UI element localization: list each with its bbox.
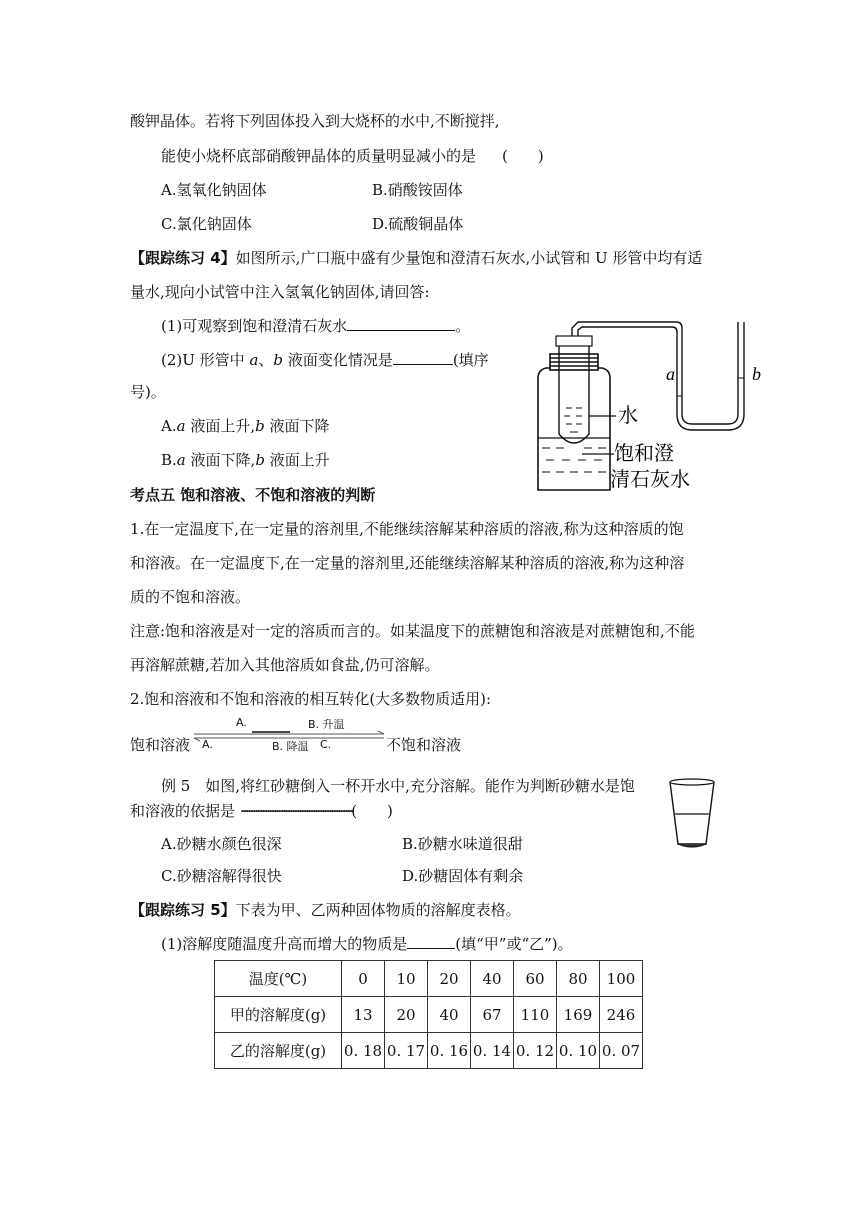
table-row bbox=[215, 961, 643, 997]
glass-figure bbox=[668, 778, 716, 850]
conversion-label: B. 升温 bbox=[308, 718, 345, 731]
practice-5-question: (1)溶解度随温度升高而增大的物质是 (填“甲”或“乙”)。 bbox=[161, 935, 573, 953]
table-cell: 60 bbox=[514, 961, 557, 997]
table-cell: 甲的溶解度(g) bbox=[215, 997, 342, 1033]
conversion-label: A. bbox=[236, 716, 247, 729]
option-d: D.硫酸铜晶体 bbox=[372, 215, 464, 233]
table-cell: 温度(℃) bbox=[215, 961, 342, 997]
option-a: A.氢氧化钠固体 bbox=[161, 181, 267, 199]
question-2-cont: 号)。 bbox=[130, 383, 166, 401]
answer-blank bbox=[347, 315, 455, 331]
label-limewater-1: 饱和澄 bbox=[614, 441, 674, 465]
paragraph-line: 和溶液。在一定温度下,在一定量的溶剂里,还能继续溶解某种溶质的溶液,称为这种溶 bbox=[130, 554, 685, 572]
table-row bbox=[215, 1033, 643, 1069]
option-c: C.氯化钠固体 bbox=[161, 215, 252, 233]
label-limewater-2: 清石灰水 bbox=[610, 467, 690, 491]
table-cell: 67 bbox=[471, 997, 514, 1033]
table-cell: 246 bbox=[600, 997, 643, 1033]
table-cell: 10 bbox=[385, 961, 428, 997]
option-c: C.砂糖溶解得很快 bbox=[161, 867, 282, 885]
label-a: a bbox=[666, 364, 675, 384]
answer-blank bbox=[407, 933, 455, 949]
paragraph-line: 1.在一定温度下,在一定量的溶剂里,不能继续溶解某种溶质的溶液,称为这种溶质的饱 bbox=[130, 520, 684, 538]
note-line: 注意:饱和溶液是对一定的溶质而言的。如某温度下的蔗糖饱和溶液是对蔗糖饱和,不能 bbox=[130, 622, 695, 640]
example-line: 和溶液的依据是 ·······························································( ) bbox=[130, 802, 393, 820]
practice-4-line2: 量水,现向小试管中注入氢氧化钠固体,请回答: bbox=[130, 283, 430, 301]
example-line: 例 5 如图,将红砂糖倒入一杯开水中,充分溶解。能作为判断砂糖水是饱 bbox=[161, 777, 635, 795]
table-cell: 0 bbox=[342, 961, 385, 997]
question-1: (1)可观察到饱和澄清石灰水 。 bbox=[161, 317, 471, 335]
label-water: 水 bbox=[618, 403, 638, 427]
option-b: B.a 液面下降,b 液面上升 bbox=[161, 451, 330, 469]
table-cell: 乙的溶解度(g) bbox=[215, 1033, 342, 1069]
question-line: 能使小烧杯底部硝酸钾晶体的质量明显减小的是 ( ) bbox=[161, 147, 544, 165]
table-cell: 80 bbox=[557, 961, 600, 997]
option-d: D.砂糖固体有剩余 bbox=[402, 867, 524, 885]
table-cell: 0. 17 bbox=[385, 1033, 428, 1069]
u-tube bbox=[572, 322, 738, 424]
table-cell: 20 bbox=[428, 961, 471, 997]
table-cell: 110 bbox=[514, 997, 557, 1033]
table-row bbox=[215, 997, 643, 1033]
table-cell: 13 bbox=[342, 997, 385, 1033]
text-line: 酸钾晶体。若将下列固体投入到大烧杯的水中,不断搅拌, bbox=[130, 112, 500, 130]
conversion-label: A. bbox=[202, 738, 213, 751]
note-line: 再溶解蔗糖,若加入其他溶质如食盐,仍可溶解。 bbox=[130, 656, 440, 674]
table-cell: 0. 16 bbox=[428, 1033, 471, 1069]
answer-blank bbox=[393, 349, 453, 365]
option-a: A.a 液面上升,b 液面下降 bbox=[161, 417, 330, 435]
conversion-left: 饱和溶液 bbox=[130, 736, 191, 754]
section-title: 考点五 饱和溶液、不饱和溶液的判断 bbox=[130, 486, 376, 504]
table-cell: 40 bbox=[471, 961, 514, 997]
conversion-right: 不饱和溶液 bbox=[386, 736, 462, 754]
table-cell: 0. 14 bbox=[471, 1033, 514, 1069]
table-cell: 0. 18 bbox=[342, 1033, 385, 1069]
option-a: A.砂糖水颜色很深 bbox=[161, 835, 282, 853]
practice-5-line: 【跟踪练习 5】下表为甲、乙两种固体物质的溶解度表格。 bbox=[130, 901, 521, 919]
label-b: b bbox=[752, 364, 761, 384]
apparatus-figure bbox=[520, 318, 780, 498]
table-cell: 169 bbox=[557, 997, 600, 1033]
conversion-label: C. bbox=[320, 738, 332, 751]
conversion-label: B. 降温 bbox=[272, 740, 309, 753]
table-cell: 0. 10 bbox=[557, 1033, 600, 1069]
table-cell: 40 bbox=[428, 997, 471, 1033]
table-cell: 0. 07 bbox=[600, 1033, 643, 1069]
paragraph-line: 质的不饱和溶液。 bbox=[130, 588, 251, 606]
solubility-table bbox=[214, 960, 643, 1069]
question-2: (2)U 形管中 a、b 液面变化情况是 (填序 bbox=[161, 351, 489, 369]
practice-4-line1: 【跟踪练习 4】如图所示,广口瓶中盛有少量饱和澄清石灰水,小试管和 U 形管中均有适 bbox=[130, 249, 703, 267]
option-b: B.砂糖水味道很甜 bbox=[402, 835, 523, 853]
table-cell: 100 bbox=[600, 961, 643, 997]
option-b: B.硝酸铵固体 bbox=[372, 181, 463, 199]
table-cell: 0. 12 bbox=[514, 1033, 557, 1069]
table-cell: 20 bbox=[385, 997, 428, 1033]
paragraph-line: 2.饱和溶液和不饱和溶液的相互转化(大多数物质适用): bbox=[130, 690, 492, 708]
